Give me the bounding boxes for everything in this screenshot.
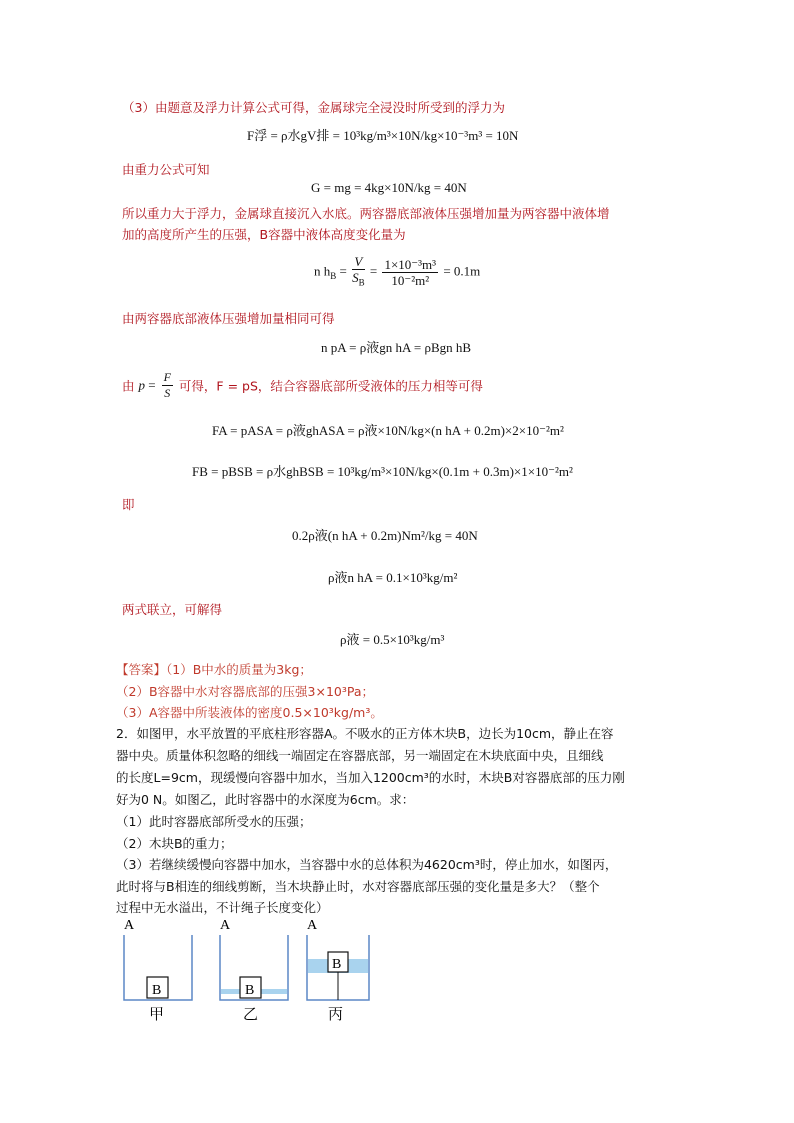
equation-buoyancy — [247, 125, 518, 144]
answer-line-2 — [116, 682, 374, 700]
question-1: （1）此时容器底部所受水的压强； — [116, 814, 312, 829]
equation-force-b: FB = pBSB = ρ水ghBSB = 10³kg/m³×10N/kg×(0.1m + 0.3m)×1×10⁻²m² — [192, 464, 573, 479]
figure-bing-label-b: B — [332, 957, 342, 972]
container-figure — [112, 915, 382, 1030]
answer-1-text: （1）B中水的质量为 — [166, 662, 277, 677]
problem2-line-4: 好为0 N。如图乙，此时容器中的水深度为6cm。求： — [116, 792, 415, 807]
figure-jia — [124, 918, 192, 1023]
figure-yi-label-a: A — [220, 918, 231, 933]
problem2-line-1: 2．如图甲，水平放置的平底柱形容器A。不吸水的正方体木块B，边长为10cm，静止在容 — [116, 726, 614, 741]
answer-tag: 【答案】 — [116, 662, 167, 677]
solve-intro: 两式联立，可解得 — [122, 602, 223, 617]
dh-sub: B — [330, 270, 337, 281]
problem2-line-2: 器中央。质量体积忽略的细线一端固定在容器底部，另一端固定在木块底面中央，且细线 — [116, 748, 604, 763]
fraction-values — [382, 257, 438, 288]
figure-jia-label-b: B — [152, 983, 162, 998]
answer-2-value: 3×10³Pa； — [307, 684, 375, 699]
question-2: （2）木块B的重力； — [116, 836, 233, 851]
fraction-numerator: 1×10⁻³m³ — [384, 256, 437, 272]
equation-result: ρ液 = 0.5×10³kg/m³ — [340, 632, 445, 647]
figure-bing — [307, 918, 369, 1023]
fraction-denominator: 10⁻²m² — [391, 272, 430, 288]
part3-intro: （3）由题意及浮力计算公式可得，金属球完全浸没时所受到的浮力为 — [122, 100, 505, 115]
equation-equal-pressure: n pA = ρ液gn hA = ρBgn hB — [321, 340, 472, 355]
equation-gravity: G = mg = 4kg×10N/kg = 40N — [311, 180, 467, 195]
problem2-line-3: 的长度L=9cm，现缓慢向容器中加水，当加入1200cm³的水时，木块B对容器底部的压力刚 — [116, 770, 625, 785]
gravity-intro: 由重力公式可知 — [122, 162, 210, 177]
conclusion-line-1: 所以重力大于浮力，金属球直接沉入水底。两容器底部液体压强增加量为两容器中液体增 — [122, 206, 610, 221]
figure-yi-label-b: B — [245, 983, 255, 998]
equation-height-change: n $h_B$ = $\frac{V}{S_B}$ = $\frac{\text{1×10⁻³m³}}{\text{10⁻²m²}}$ = 0.1m — [314, 254, 480, 291]
answer-2-text: （2）B容器中水对容器底部的压强 — [116, 684, 308, 699]
figure-yi — [220, 918, 288, 1023]
equation-combined: 0.2ρ液(n hA + 0.2m)Nm²/kg = 40N — [292, 528, 478, 543]
answer-line-3 — [116, 703, 383, 721]
equal-intro: 由两容器底部液体压强增加量相同可得 — [122, 311, 335, 326]
fraction-v-over-s: $\frac{V}{S_B}$ — [352, 254, 365, 288]
fraction-f-over-s: $\frac{F}{S}$ — [163, 370, 171, 400]
figure-yi-caption: 乙 — [243, 1007, 259, 1023]
figure-jia-label-a: A — [124, 918, 135, 933]
answer-3-text: （3）A容器中所装液体的密度 — [116, 705, 283, 720]
answer-1-value: 3kg； — [276, 662, 312, 677]
question-3-line-1: （3）若继续缓慢向容器中加水，当容器中水的总体积为4620cm³时，停止加水，如图丙， — [116, 857, 618, 872]
pressure-intro-text: 可得，F = pS，结合容器底部所受液体的压力相等可得 — [178, 378, 483, 394]
figure-jia-caption: 甲 — [149, 1007, 165, 1023]
equation-product: ρ液n hA = 0.1×10³kg/m² — [328, 570, 458, 585]
conclusion-line-2: 加的高度所产生的压强，B容器中液体高度变化量为 — [122, 227, 406, 242]
dh-result: = 0.1m — [443, 263, 481, 279]
pressure-intro: 由 p = $\frac{F}{S}$ 可得，F = pS，结合容器底部所受液体的压力相等可得 — [122, 370, 483, 400]
equation-buoyancy-text: F浮 = ρ水gV排 = 10³kg/m³×10N/kg×10⁻³m³ = 10N — [247, 128, 519, 143]
answer-line-1 — [116, 660, 312, 678]
question-3-line-3: 过程中无水溢出，不计绳子长度变化） — [116, 900, 329, 915]
dh-lhs: n h — [314, 263, 331, 279]
question-3-line-2: 此时将与B相连的细线剪断，当木块静止时，水对容器底部压强的变化量是多大？（整个 — [116, 879, 600, 894]
figure-bing-label-a: A — [307, 918, 318, 933]
equation-force-a: FA = pASA = ρ液ghASA = ρ液×10N/kg×(n hA + 0.2m)×2×10⁻²m² — [212, 423, 564, 438]
figure-bing-caption: 丙 — [328, 1007, 344, 1023]
answer-3-value: 0.5×10³kg/m³。 — [282, 705, 383, 720]
ji-label: 即 — [122, 497, 135, 512]
